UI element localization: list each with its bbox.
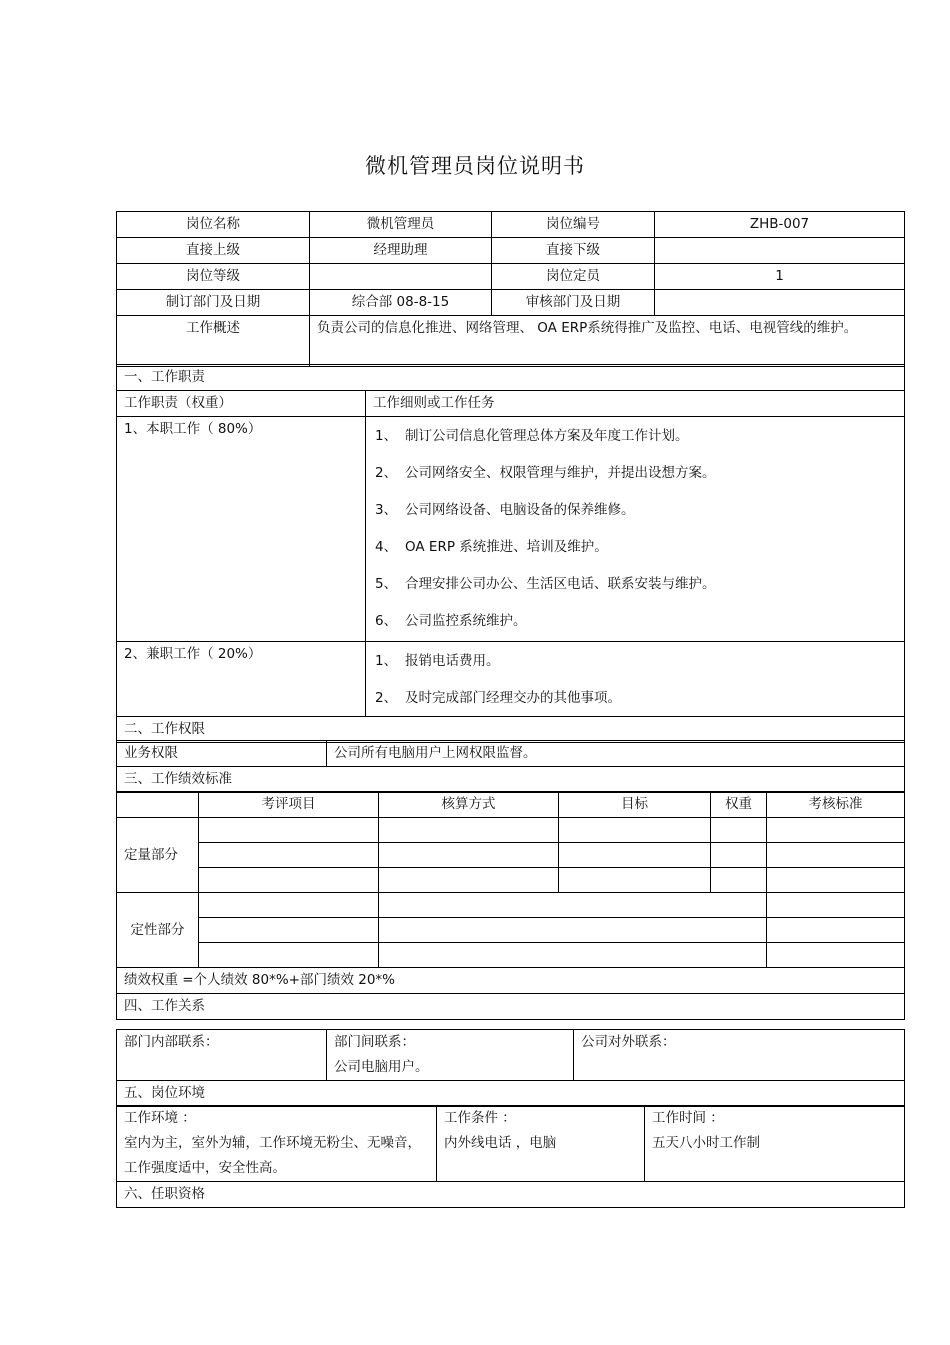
authority-section-heading: 二、工作权限 bbox=[117, 717, 905, 743]
table-cell bbox=[711, 818, 767, 843]
table-cell bbox=[559, 818, 711, 843]
table-cell bbox=[767, 943, 905, 968]
part-duty-list bbox=[366, 642, 905, 717]
summary-label: 工作概述 bbox=[117, 316, 310, 367]
perf-weight-note: 绩效权重 =个人绩效 80*%+部门绩效 20*% bbox=[117, 968, 905, 994]
superior-value: 经理助理 bbox=[310, 238, 492, 264]
quant-label: 定量部分 bbox=[117, 818, 199, 893]
review-dept-value bbox=[655, 290, 905, 316]
grade-value bbox=[310, 264, 492, 290]
list-item: 1、 制订公司信息化管理总体方案及年度工作计划。 bbox=[375, 427, 689, 444]
table-cell bbox=[199, 868, 379, 893]
external-relation: 公司对外联系： bbox=[574, 1030, 905, 1081]
page-title: 微机管理员岗位说明书 bbox=[365, 154, 585, 178]
table-cell bbox=[559, 843, 711, 868]
made-dept-label: 制订部门及日期 bbox=[117, 290, 310, 316]
perf-header-item: 考评项目 bbox=[199, 792, 379, 818]
table-cell bbox=[767, 868, 905, 893]
table-cell bbox=[711, 868, 767, 893]
table-cell bbox=[199, 818, 379, 843]
inter-dept-relation: 部门间联系： 公司电脑用户。 bbox=[327, 1030, 574, 1081]
perf-header-target: 目标 bbox=[559, 792, 711, 818]
headcount-value: 1 bbox=[655, 264, 905, 290]
table-cell bbox=[199, 893, 379, 918]
main-duty-list bbox=[366, 417, 905, 642]
duties-table bbox=[116, 364, 905, 743]
table-cell bbox=[559, 868, 711, 893]
relations-section-heading: 四、工作关系 bbox=[117, 994, 905, 1020]
list-item: 6、 公司监控系统维护。 bbox=[375, 612, 527, 629]
position-code-value: ZHB-007 bbox=[655, 212, 905, 238]
superior-label: 直接上级 bbox=[117, 238, 310, 264]
table-cell bbox=[379, 893, 767, 918]
table-cell bbox=[767, 818, 905, 843]
perf-header-blank bbox=[117, 792, 199, 818]
table-cell bbox=[379, 843, 559, 868]
environment-section-heading: 五、岗位环境 bbox=[117, 1081, 905, 1107]
basic-info-table bbox=[116, 211, 905, 367]
list-item: 4、 OA ERP 系统推进、培训及维护。 bbox=[375, 538, 608, 555]
list-item: 5、 合理安排公司办公、生活区电话、联系安装与维护。 bbox=[375, 575, 716, 592]
list-item: 3、 公司网络设备、电脑设备的保养维修。 bbox=[375, 501, 635, 518]
grade-label: 岗位等级 bbox=[117, 264, 310, 290]
performance-table bbox=[116, 791, 905, 1020]
work-conditions: 工作条件 ： 内外线电话 ，电脑 bbox=[437, 1106, 645, 1182]
table-cell bbox=[711, 843, 767, 868]
table-cell bbox=[767, 843, 905, 868]
qual-label: 定性部分 bbox=[117, 893, 199, 968]
perf-header-standard: 考核标准 bbox=[767, 792, 905, 818]
work-time: 工作时间 ： 五天八小时工作制 bbox=[645, 1106, 905, 1182]
list-item: 2、 及时完成部门经理交办的其他事项。 bbox=[375, 689, 621, 706]
relations-table bbox=[116, 1029, 905, 1107]
authority-label: 业务权限 bbox=[117, 741, 327, 767]
table-cell bbox=[379, 818, 559, 843]
table-cell bbox=[767, 893, 905, 918]
table-cell bbox=[199, 918, 379, 943]
table-cell bbox=[767, 918, 905, 943]
headcount-label: 岗位定员 bbox=[492, 264, 655, 290]
list-item: 1、 报销电话费用。 bbox=[375, 652, 500, 669]
part-duty-label: 2、兼职工作（ 20%） bbox=[117, 642, 366, 717]
list-item: 2、 公司网络安全、权限管理与维护，并提出设想方案。 bbox=[375, 464, 716, 481]
table-cell bbox=[199, 843, 379, 868]
duties-col-left: 工作职责（权重） bbox=[117, 391, 366, 417]
summary-value: 负责公司的信息化推进、网络管理、 OA ERP系统得推广及监控、电话、电视管线的维护。 bbox=[310, 316, 905, 367]
perf-header-weight: 权重 bbox=[711, 792, 767, 818]
position-name-label: 岗位名称 bbox=[117, 212, 310, 238]
table-cell bbox=[379, 918, 767, 943]
table-cell bbox=[379, 868, 559, 893]
table-cell bbox=[379, 943, 767, 968]
duties-col-right: 工作细则或工作任务 bbox=[366, 391, 905, 417]
subordinate-value bbox=[655, 238, 905, 264]
review-dept-label: 审核部门及日期 bbox=[492, 290, 655, 316]
subordinate-label: 直接下级 bbox=[492, 238, 655, 264]
environment-table bbox=[116, 1105, 905, 1208]
perf-header-method: 核算方式 bbox=[379, 792, 559, 818]
internal-relation: 部门内部联系： bbox=[117, 1030, 327, 1081]
duties-section-heading: 一、工作职责 bbox=[117, 365, 905, 391]
table-cell bbox=[199, 943, 379, 968]
position-name-value: 微机管理员 bbox=[310, 212, 492, 238]
work-environment: 工作环境 ： 室内为主，室外为辅，工作环境无粉尘、无噪音，工作强度适中，安全性高。 bbox=[117, 1106, 437, 1182]
authority-value: 公司所有电脑用户上网权限监督。 bbox=[327, 741, 905, 767]
made-dept-value: 综合部 08-8-15 bbox=[310, 290, 492, 316]
authority-table bbox=[116, 740, 905, 793]
qualification-section-heading: 六、任职资格 bbox=[117, 1182, 905, 1208]
main-duty-label: 1、本职工作（ 80%） bbox=[117, 417, 366, 642]
performance-section-heading: 三、工作绩效标准 bbox=[117, 767, 905, 793]
position-code-label: 岗位编号 bbox=[492, 212, 655, 238]
